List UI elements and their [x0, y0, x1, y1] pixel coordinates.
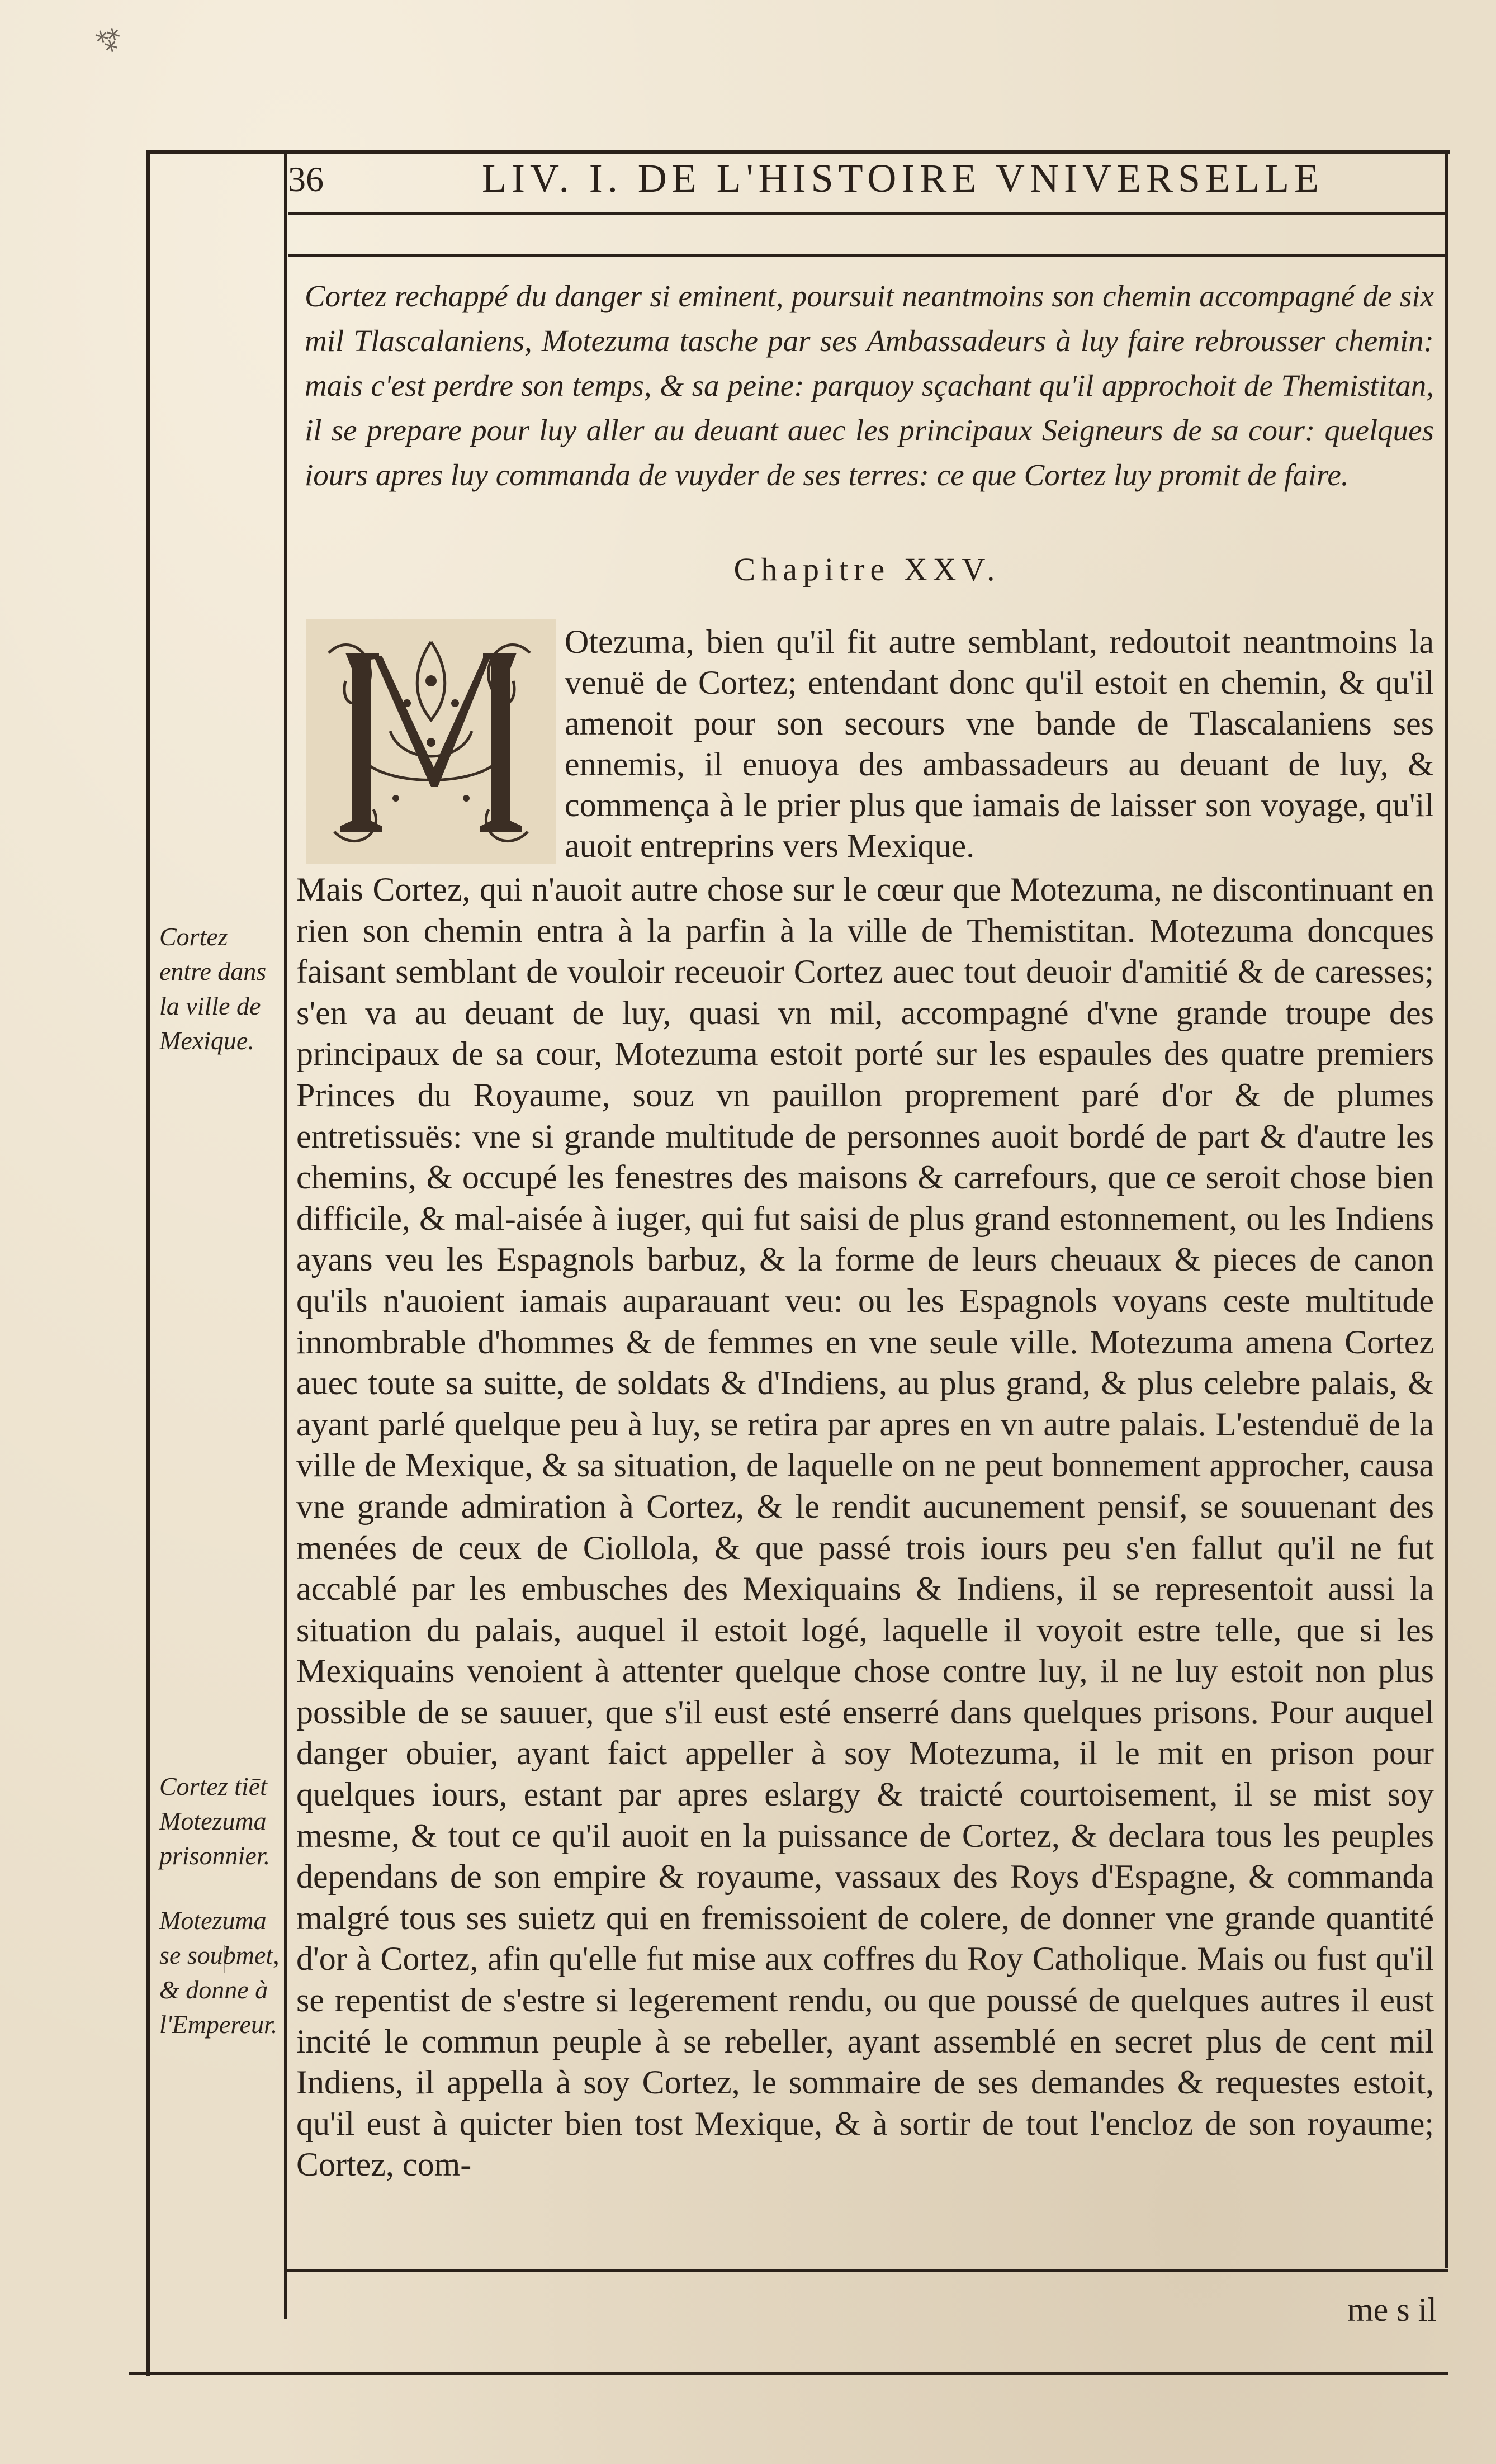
bottom-rule [284, 2269, 1448, 2272]
catchword: me s il [1347, 2291, 1437, 2328]
running-header [288, 155, 1446, 211]
header-rule [288, 212, 1446, 215]
right-border-rule [1445, 150, 1448, 2268]
marginal-note: Motezuma se soubmet, & donne à l'Empereur. [159, 1906, 280, 2039]
running-head-title: LIV. I. DE L'HISTOIRE VNIVERSELLE [482, 156, 1324, 201]
chapter-heading: Chapitre XXV. [733, 551, 1001, 587]
drop-cap-illustration [306, 619, 556, 864]
ornamental-drop-cap [306, 619, 556, 864]
header-rule-lower [288, 254, 1446, 257]
outer-margin-rule [146, 150, 150, 2376]
chapter-body-text: Mais Cortez, qui n'auoit autre chose sur le cœur que Motezuma, ne discontinuant en rien son chemin entra à la parfin à la ville de Themistitan. Motezuma doncques faisant semblant de vouloir receuoir Cortez auec tout deuoir d'amitié & de caresses; s'en va au deuant de luy, quasi vn mil, accompagné d'vne grande troupe des principaux de sa cour, Motezuma estoit porté sur les espaules des quatre premiers Princes du Royaume, souz vn pauillon proprement paré d'or & de plumes entretissuës: vne si grande multitude de personnes auoit bordé de part & d'autre les chemins, & occupé les fenestres des maisons & carrefours, que ce seroit chose bien difficile, & mal-aisée à iuger, qui fut saisi de plus grand estonnement, ou les Indiens ayans veu les Espagnols barbuz, & la forme de leurs cheuaux & pieces de canon qu'ils n'auoient iamais auparauant veu: ou les Espagnols voyans ceste multitude innombrable d'hommes & de femmes en vne seule ville. Motezuma amena Cortez auec toute sa suitte, de soldats & d'Indiens, au plus grand, & plus celebre palais, & ayant parlé quelque peu à luy, se retira par apres en vn autre palais. L'estenduë de la ville de Mexique, & sa situation, de laquelle on ne peut bonnement approcher, causa vne grande admiration à Cortez, & le rendit aucunement pensif, se souuenant des menées de ceux de Ciollola, & que passé trois iours peu s'en fallut qu'il ne fut accablé par les embusches des Mexiquains & Indiens, il se representoit aussi la situation du palais, auquel il estoit logé, laquelle il voyoit estre telle, que si les Mexiquains venoient à attenter quelque chose contre luy, il ne luy estoit non plus possible de se sauuer, que s'il eust esté enserré dans quelques prisons. Pour auquel danger obuier, ayant faict appeller à soy Motezuma, il le mit en prison pour quelques iours, estant par apres eslargy & traicté courtoisement, il se mist soy mesme, & tout ce qu'il auoit en la puissance de Cortez, & declara tous les peuples dependans de son empire & royaume, vassaux des Roys d'Espagne, & commanda malgré tous ses suietz qui en fremissoient de colere, de donner vne grande quantité d'or à Cortez, afin qu'elle fut mise aux coffres du Roy Catholique. Mais ou fust qu'il se repentist de s'estre si legerement rendu, ou que poussé de quelques autres il eust incité le commun peuple à se rebeller, ayant assemblé en secret plus de cent mil Indiens, il appella à soy Cortez, le sommaire de ses demandes & requestes estoit, qu'il eust à quicter bien tost Mexique, & à sortir de tout l'encloz de son royaume; Cortez, com- [296, 871, 1434, 2183]
page-number: 36 [288, 159, 324, 199]
ink-smudge: ⁂ [89, 18, 129, 59]
marginal-note: Cortez entre dans la ville de Mexique. [159, 922, 267, 1055]
top-border-rule [148, 150, 1450, 154]
footer-rule [129, 2372, 1448, 2375]
chapter-opening-text: Otezuma, bien qu'il fit autre semblant, redoutoit neantmoins la venuë de Cortez; entendant donc qu'il estoit en chemin, & qu'il amenoit pour son secours vne bande de Tlascalaniens ses ennemis, il enuoya des ambassadeurs au deuant de luy, & commença à le prier plus que iamais de laisser son voyage, qu'il auoit entreprins vers Mexique. [565, 623, 1434, 864]
marginal-note: Cortez tiēt Motezuma prisonnier. [159, 1772, 271, 1870]
chapter-summary: Cortez rechappé du danger si eminent, poursuit neantmoins son chemin accompagné de six mil Tlascalaniens, Motezuma tasche par ses Ambassadeurs à luy faire rebrousser chemin: mais c'est perdre son temps, & sa peine: parquoy sçachant qu'il approchoit de Themistitan, il se prepare pour luy aller au deuant auec les principaux Seigneurs de sa cour: quelques iours apres luy commanda de vuyder de ses terres: ce que Cortez luy promit de faire. [305, 279, 1434, 492]
